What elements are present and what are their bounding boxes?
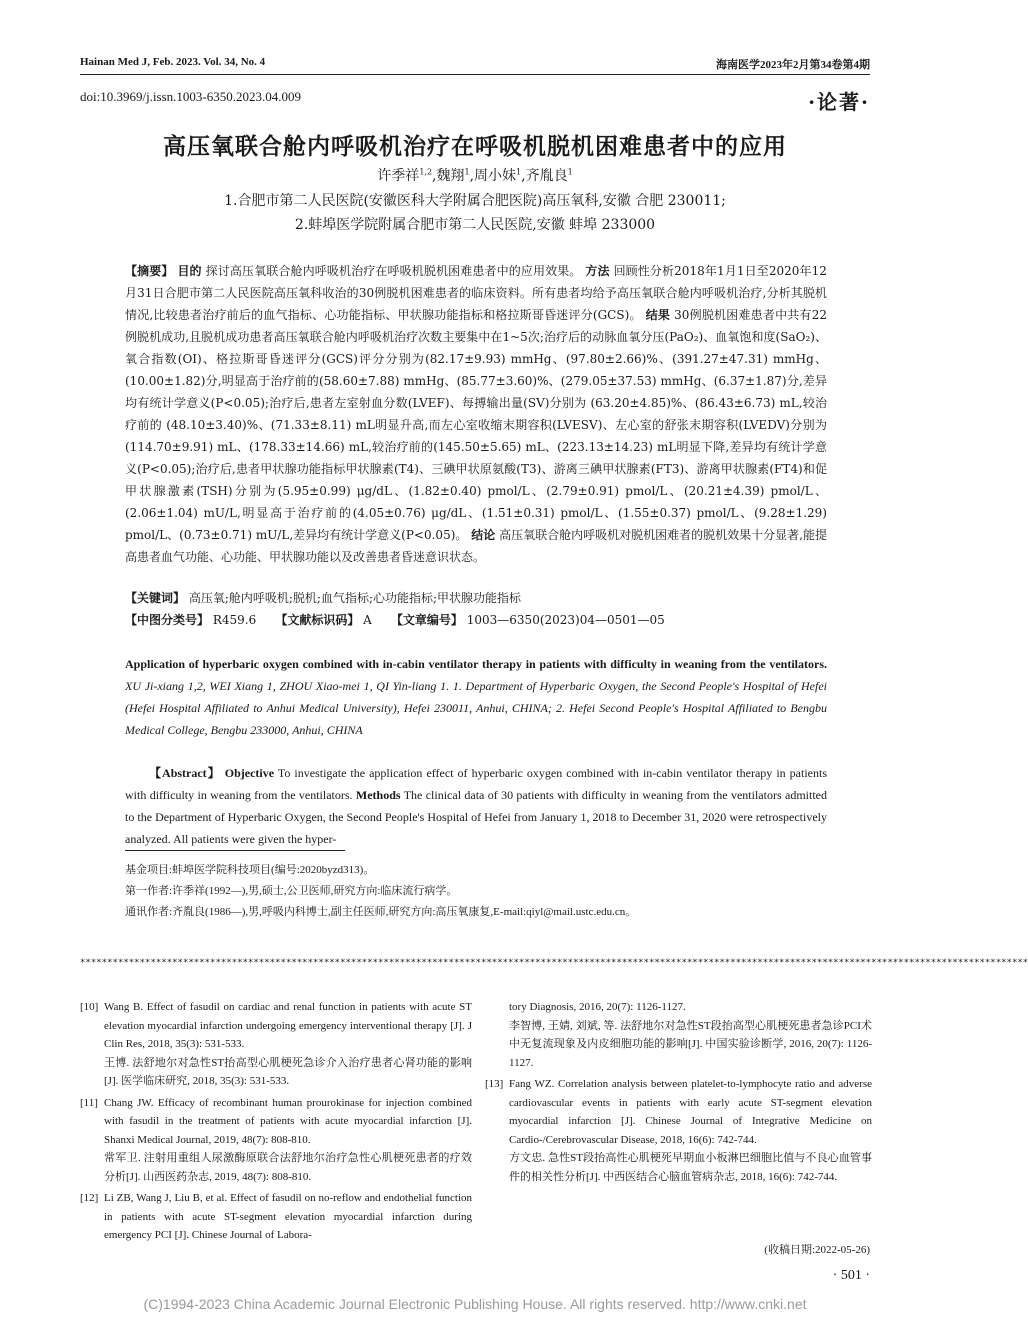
author-name: 周小妹 [474, 168, 517, 184]
footnote-fund: 基金项目:蚌埠医学院科技项目(编号:2020byzd313)。 [125, 864, 375, 876]
doc-code-value: A [363, 613, 372, 627]
abstract-cn [125, 260, 827, 568]
author-sup: 1 [464, 167, 470, 177]
keywords-text: 高压氧;舱内呼吸机;脱机;血气指标;心功能指标;甲状腺功能指标 [188, 591, 522, 605]
en-methods-label: Methods [355, 788, 401, 802]
reference-10 [80, 998, 472, 1091]
reference-12-continued [485, 998, 872, 1072]
ref-en: Wang B. Effect of fasudil on cardiac and renal function in patients with acute ST elevation myocardial infarction undergoing emergency interventional therapy [J]. J Clin Res, 2018, 35(3): 531-533. [104, 1001, 472, 1050]
conclusion-text: 高压氧联合舱内呼吸机对脱机困难者的脱机效果十分显著,能提高患者血气功能、心功能、甲状腺功能以及改善患者昏迷意识状态。 [125, 528, 827, 564]
english-abstract [125, 762, 827, 850]
author-name: 齐胤良 [525, 168, 568, 184]
author-sup: 1 [567, 167, 573, 177]
doc-code-label: 【文献标识码】 [275, 613, 360, 627]
english-authors: XU Ji-xiang 1,2, WEI Xiang 1, ZHOU Xiao-mei 1, QI Yin-liang 1. [125, 679, 450, 693]
ref-en-cont: tory Diagnosis, 2016, 20(7): 1126-1127. [509, 1001, 686, 1013]
methods-text: 回顾性分析2018年1月1日至2020年12月31日合肥市第二人民医院高压氧科收治的30例脱机困难患者的临床资料。所有患者均给予高压氧联合舱内呼吸机治疗,分析其脱机情况,比较患者治疗前后的血气指标、心功能指标、甲状腺功能指标和格拉斯哥昏迷评分(GCS)。 [125, 264, 827, 322]
copyright-watermark: (C)1994-2023 China Academic Journal Electronic Publishing House. All rights reserved. http://www.cnki.net [143, 1296, 807, 1312]
en-objective-text: To investigate the application effect of hyperbaric oxygen combined with in-cabin ventilator therapy in patients with difficulty in weaning from the ventilators. [125, 766, 827, 802]
author-sup: 1,2 [419, 167, 433, 177]
english-title: Application of hyperbaric oxygen combined with in-cabin ventilator therapy in patients with difficulty in weaning from the ventilators. [125, 657, 827, 671]
author-name: 魏翔 [436, 168, 465, 184]
affiliation-1: 1.合肥市第二人民医院(安徽医科大学附属合肥医院)高压氧科,安徽 合肥 230011; [224, 193, 726, 209]
en-abstract-label: 【Abstract】 [149, 766, 221, 780]
classification-line [125, 609, 827, 631]
keywords [125, 587, 827, 609]
clc-label: 【中图分类号】 [125, 613, 210, 627]
en-objective-label: Objective [224, 766, 275, 780]
english-affiliation: 1. Department of Hyperbaric Oxygen, the Second People's Hospital of Hefei (Hefei Hospital Affiliated to Anhui Medical University), Hefei 230011, Anhui, CHINA; 2. Hefei Second People's Hospital Affiliated to Bengbu Medical College, Bengbu 233000, Anhui, CHINA [125, 679, 827, 737]
page-number: · 501 · [832, 1268, 870, 1283]
references-left [80, 998, 472, 1245]
header-rule [80, 74, 870, 75]
keywords-label: 【关键词】 [125, 591, 186, 605]
results-text: 30例脱机困难患者中共有22例脱机成功,且脱机成功患者高压氧联合舱内呼吸机治疗次数主要集中在1~5次;治疗后的动脉血氧分压(PaO₂)、血氧饱和度(SaO₂)、氧合指数(OI)、格拉斯哥昏迷评分(GCS)评分分别为(82.17±9.93) mmHg、(97.80±2.66)%、(391.27±47.31) mmHg、(10.00±1.82)分,明显高于治疗前的(58.60±7.88) mmHg、(85.77±3.60)%、(279.05±37.53) mmHg、(6.37±1.87)分,差异均有统计学意义(P<0.05);治疗后,患者左室射血分数(LVEF)、每搏输出量(SV)分别为 (63.20±4.85)%、(86.43±6.73) mL,较治疗前的 (48.10±3.40)%、(71.33±8.11) mL明显升高,而左心室收缩末期容积(LVESV)、左心室的舒张末期容积(LVEDV)分别为(114.70±9.91) mL、(178.33±14.66) mL,较治疗前的(145.50±5.65) mL、(223.13±14.23) mL明显下降,差异均有统计学意义(P<0.05);治疗后,患者甲状腺功能指标甲状腺素(T4)、三碘甲状原氨酸(T3)、游离三碘甲状腺素(FT3)、游离甲状腺素(FT4)和促甲状腺激素(TSH)分别为(5.95±0.99) μg/dL、(1.82±0.40) pmol/L、(2.79±0.91) pmol/L、(20.21±4.39) pmol/L、(2.06±1.04) mU/L,明显高于治疗前的(4.05±0.76) μg/dL、(1.51±0.31) pmol/L、(1.55±0.37) pmol/L、(9.28±1.29) pmol/L、(0.73±0.71) mU/L,差异均有统计学意义(P<0.05)。 [125, 308, 827, 542]
ref-cn: 常军卫. 注射用重组人尿激酶原联合法舒地尔治疗急性心肌梗死患者的疗效分析[J]. 山西医药杂志, 2019, 48(7): 808-810. [104, 1152, 472, 1183]
separator-stars: ******************************************************************************************************************************************************************************* [80, 958, 1028, 968]
article-no-value: 1003—6350(2023)04—0501—05 [466, 613, 665, 627]
author-name: 许季祥 [377, 168, 420, 184]
reference-13 [485, 1075, 872, 1186]
reference-11 [80, 1094, 472, 1187]
references-right [485, 998, 872, 1186]
section-label: ·论著· [808, 90, 870, 114]
ref-number: [11] [80, 1096, 98, 1109]
results-label: 结果 [645, 308, 671, 322]
ref-cn: 王博. 法舒地尔对急性ST抬高型心肌梗死急诊介入治疗患者心肾功能的影响[J]. 医学临床研究, 2018, 35(3): 531-533. [104, 1056, 472, 1087]
objective-text: 探讨高压氧联合舱内呼吸机治疗在呼吸机脱机困难患者中的应用效果。 [205, 264, 582, 278]
ref-en: Fang WZ. Correlation analysis between platelet-to-lymphocyte ratio and adverse cardiovascular events in patients with early acute ST-segment elevation myocardial infarction [J]. Chinese Journal of Integrative Medicine on Cardio-/Cerebrovascular Disease, 2018, 16(6): 742-744. [509, 1078, 872, 1146]
clc-value: R459.6 [212, 613, 257, 627]
conclusion-label: 结论 [471, 528, 496, 542]
ref-en: Li ZB, Wang J, Liu B, et al. Effect of fasudil on no-reflow and endothelial function in patients with acute ST-segment elevation myocardial infarction during emergency PCI [J]. Chinese Journal of Labora- [104, 1192, 472, 1241]
running-header-left: Hainan Med J, Feb. 2023. Vol. 34, No. 4 [80, 56, 266, 68]
author-sup: 1 [516, 167, 522, 177]
received-date: (收稿日期:2022-05-26) [764, 1244, 870, 1256]
article-title: 高压氧联合舱内呼吸机治疗在呼吸机脱机困难患者中的应用 [163, 133, 787, 160]
ref-number: [13] [485, 1078, 504, 1090]
article-no-label: 【文章编号】 [390, 613, 463, 627]
running-header-right: 海南医学2023年2月第34卷第4期 [716, 59, 870, 71]
english-header [125, 653, 827, 741]
author-list: 许季祥$^{1,2}$,魏翔$^1$,周小妹$^1$,齐胤良$^1$ [377, 167, 573, 184]
footnote-rule [125, 850, 345, 851]
ref-cn: 方文忠. 急性ST段抬高性心肌梗死早期血小板淋巴细胞比值与不良心血管事件的相关性分析[J]. 中西医结合心脑血管病杂志, 2018, 16(6): 742-744. [509, 1152, 872, 1183]
doi: doi:10.3969/j.issn.1003-6350.2023.04.009 [80, 89, 302, 104]
footnote-first-author: 第一作者:许季祥(1992—),男,硕士,公卫医师,研究方向:临床流行病学。 [125, 885, 458, 897]
affiliation-2: 2.蚌埠医学院附属合肥市第二人民医院,安徽 蚌埠 233000 [294, 217, 656, 233]
ref-number: [10] [80, 1001, 99, 1013]
reference-12 [80, 1189, 472, 1245]
ref-en: Chang JW. Efficacy of recombinant human prourokinase for injection combined with fasudil in the treatment of patients with acute myocardial infarction [J]. Shanxi Medical Journal, 2019, 48(7): 808-810. [104, 1096, 472, 1146]
en-methods-text: The clinical data of 30 patients with difficulty in weaning from the ventilators admitted to the Department of Hyperbaric Oxygen, the Second People's Hospital of Hefei from January 1, 2018 to December 31, 2020 were retrospectively analyzed. All patients were given the hyper- [125, 788, 827, 846]
abstract-label: 【摘要】 [125, 264, 174, 278]
objective-label: 目的 [177, 264, 202, 278]
methods-label: 方法 [585, 264, 610, 278]
footnote-corresponding: 通讯作者:齐胤良(1986—),男,呼吸内科博士,副主任医师,研究方向:高压氧康复,E-mail:qiyl@mail.ustc.edu.cn。 [125, 906, 637, 918]
ref-cn: 李智博, 王婧, 刘斌, 等. 法舒地尔对急性ST段抬高型心肌梗死患者急诊PCI术中无复流现象及内皮细胞功能的影响[J]. 中国实验诊断学, 2016, 20(7): 1126-1127. [509, 1019, 872, 1069]
ref-number: [12] [80, 1192, 99, 1204]
